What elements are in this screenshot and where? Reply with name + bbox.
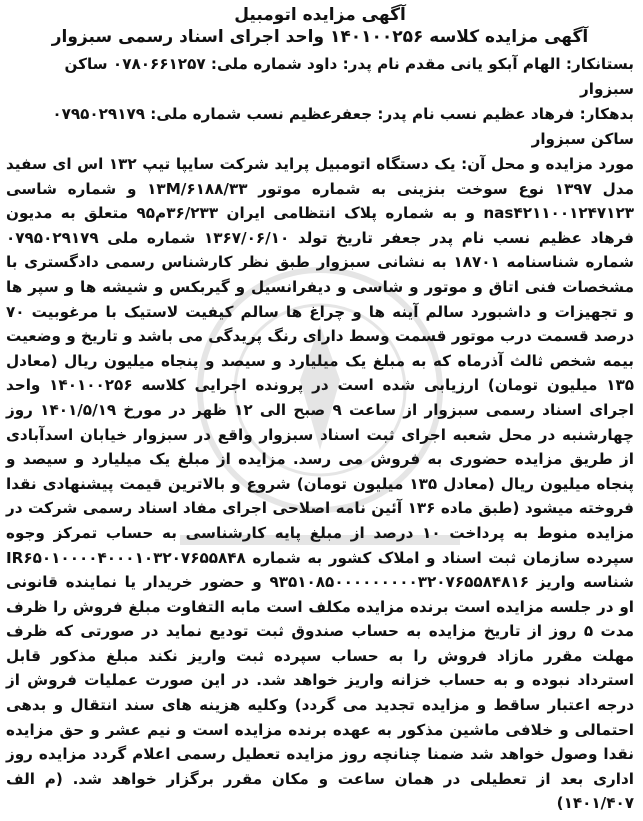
creditor-line: بستانکار: الهام آبکو یانی مقدم نام پدر: داود شماره ملی: ۰۷۸۰۶۶۱۲۵۷ ساکن سبزوار xyxy=(64,55,634,98)
debtor-line: بدهکار: فرهاد عظیم نسب نام پدر: جعفرعظیم نسب شماره ملی: ۰۷۹۵۰۲۹۱۷۹ ساکن سبزوار xyxy=(52,105,634,148)
notice-title: آگهی مزایده اتومبیل xyxy=(234,5,406,25)
notice-body: مورد مزایده و محل آن: یک دستگاه اتومبیل پراید شرکت سایپا تیپ ۱۳۲ اس ای سفید مدل ۱۳۹۷ نوع سوخت بنزینی به شماره موتور ۱۳M/۶۱۸۸/۳۳ و شماره شاسی nas۴۲۱۱۰۰۱۲۴۷۱۲۳ و به شماره پلاک انتظامی ایران ۳۶/۲۳۳م۹۵ متعلق به مدیون فرهاد عظیم نسب نام پدر جعفر تاریخ تولد ۱۳۶۷/۰۶/۱۰ شماره ملی ۰۷۹۵۰۲۹۱۷۹ شماره شناسنامه ۱۸۷۰۱ به نشانی سبزوار طبق نظر کارشناس رسمی دادگستری با مشخصات فنی اتاق و موتور و شاسی و دیفرانسیل و گیربکس و شیشه ها و سپر ها و تجهیزات و داشبورد سالم آینه ها و چراغ ها سالم کیفیت لاستیک با مرغوبیت ۷۰ درصد قسمت درب موتور قسمت وسط دارای رنگ پریدگی می باشد و تاریخ و وضعیت بیمه شخص ثالث آذرماه که به مبلغ یک میلیارد و سیصد و پنجاه میلیون ریال (معادل ۱۳۵ میلیون تومان) ارزیابی شده است در پرونده اجرایی کلاسه ۱۴۰۱۰۰۲۵۶ واحد اجرای اسناد رسمی سبزوار از ساعت ۹ صبح الی ۱۲ ظهر در مورخ ۱۴۰۱/۵/۱۹ روز چهارشنبه در محل شعبه اجرای ثبت اسناد سبزوار واقع در سبزوار خیابان اسدآبادی از طریق مزایده حضوری به فروش می رسد. مزایده از مبلغ یک میلیارد و سیصد و پنجاه میلیون ریال (معادل ۱۳۵ میلیون تومان) شروع و بالاترین قیمت پیشنهادی نقدا فروخته میشود (طبق ماده ۱۳۶ آئین نامه اصلاحی اجرای مفاد اسناد رسمی شرکت در مزایده منوط به پرداخت ۱۰ درصد از مبلغ پایه کارشناسی به حساب تمرکز وجوه سپرده سازمان ثبت اسناد و املاک کشور به شماره IR۶۵۰۱۰۰۰۰۴۰۰۰۱۰۳۲۰۷۶۵۵۸۴۸ شناسه واریز ۹۳۵۱۰۸۵۰۰۰۰۰۰۰۰۰۳۲۰۷۶۵۵۸۴۸۱۶ و حضور خریدار یا نماینده قانونی او در جلسه مزایده است برنده مزایده مکلف است مابه التفاوت مبلغ فروش را ظرف مدت ۵ روز از تاریخ مزایده به حساب صندوق ثبت تودیع نماید در صورتی که ظرف مهلت مقرر مازاد فروش را به حساب سپرده ثبت واریز نکند مبلغ مذکور قابل استرداد نبوده و به حساب خزانه واریز خواهد شد. در این صورت عملیات فروش از درجه اعتبار ساقط و مزایده تجدید می گردد) وکلیه هزینه های سند انتقال و بدهی احتمالی و خلافی ماشین مذکور به عهده برنده مزایده است و نیم عشر و حق مزایده نقدا وصول خواهد شد ضمنا چنانچه روز مزایده تعطیل رسمی اعلام گردد مزایده روز اداری بعد از تعطیلی در همان ساعت و مکان مقرر برگزار خواهد شد. (م الف ۱۴۰۱/۴۰۷) xyxy=(6,155,635,813)
notice-subtitle: آگهی مزایده کلاسه ۱۴۰۱۰۰۲۵۶ واحد اجرای اسناد رسمی سبزوار xyxy=(51,27,589,47)
